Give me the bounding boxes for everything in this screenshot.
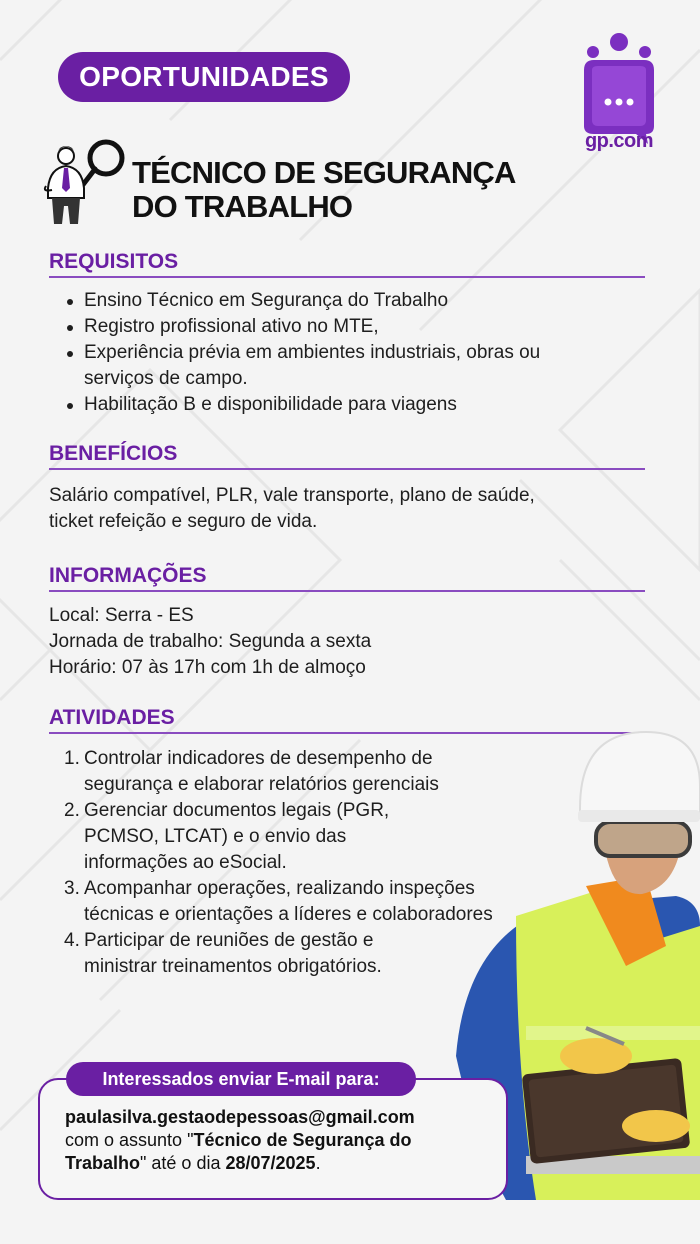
informacoes-heading: INFORMAÇÕES [49, 564, 645, 592]
beneficios-heading: BENEFÍCIOS [49, 442, 645, 470]
list-item: Ensino Técnico em Segurança do Trabalho [84, 288, 624, 314]
atividades-heading: ATIVIDADES [49, 706, 645, 734]
info-horario: Horário: 07 às 17h com 1h de almoço [49, 657, 366, 678]
opportunities-badge: OPORTUNIDADES [58, 52, 350, 102]
magnifier-person-icon [38, 136, 130, 228]
item-number: 3. [64, 878, 80, 899]
logo-text: gp.com [584, 130, 654, 152]
info-jornada: Jornada de trabalho: Segunda a sexta [49, 631, 372, 652]
job-title-line-1: TÉCNICO DE SEGURANÇA [132, 155, 516, 190]
subject-bold-1: Técnico de Segurança do [193, 1130, 412, 1150]
list-item [64, 798, 504, 876]
informacoes-text [49, 603, 649, 681]
item-text: Participar de reuniões de gestão e ministrar treinamentos obrigatórios. [84, 930, 382, 977]
beneficios-line-2: ticket refeição e seguro de vida. [49, 511, 318, 532]
subject-mid: " até o dia [140, 1153, 226, 1173]
subject-bold-2: Trabalho [65, 1153, 141, 1173]
item-text: Controlar indicadores de desempenho de segurança e elaborar relatórios gerenciais [84, 748, 439, 795]
list-item [64, 876, 504, 928]
item-number: 1. [64, 748, 80, 769]
job-title [132, 156, 552, 224]
item-number: 4. [64, 930, 80, 951]
atividades-list [64, 746, 504, 980]
requisitos-list [84, 288, 624, 418]
beneficios-text [49, 483, 649, 535]
job-title-line-2: DO TRABALHO [132, 189, 353, 224]
subject-end: . [315, 1153, 321, 1173]
info-local: Local: Serra - ES [49, 605, 194, 626]
requisitos-heading: REQUISITOS [49, 250, 645, 278]
subject-prefix: com o assunto " [65, 1130, 194, 1150]
beneficios-line-1: Salário compatível, PLR, vale transporte, plano de saúde, [49, 485, 535, 506]
item-text: Acompanhar operações, realizando inspeções técnicas e orientações a líderes e colaboradores [84, 878, 493, 925]
contact-label: Interessados enviar E-mail para: [66, 1062, 416, 1096]
contact-email[interactable]: paulasilva.gestaodepessoas@gmail.com [65, 1107, 415, 1127]
item-text: Gerenciar documentos legais (PGR, PCMSO, LTCAT) e o envio das informações ao eSocial. [84, 800, 390, 873]
contact-text [65, 1106, 485, 1175]
list-item: Registro profissional ativo no MTE, [84, 314, 624, 340]
deadline-date: 28/07/2025 [225, 1153, 316, 1173]
list-item [64, 928, 504, 980]
list-item: Habilitação B e disponibilidade para viagens [84, 392, 624, 418]
list-item [64, 746, 504, 798]
list-item: Experiência prévia em ambientes industriais, obras ou serviços de campo. [84, 340, 614, 392]
item-number: 2. [64, 800, 80, 821]
